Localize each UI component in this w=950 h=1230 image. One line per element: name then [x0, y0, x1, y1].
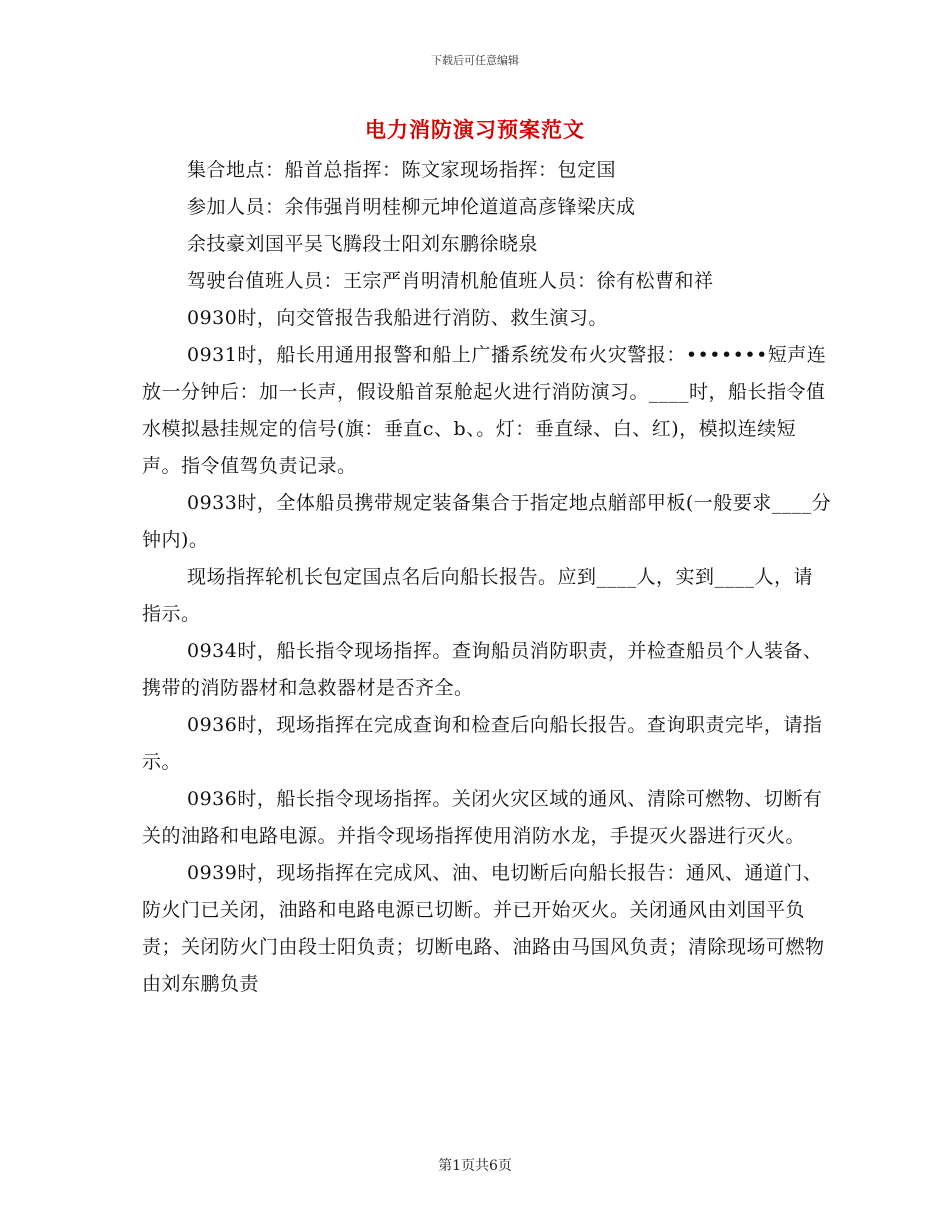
paragraph: 集合地点：船首总指挥：陈文家现场指挥：包定国 [187, 159, 617, 181]
paragraph: 0934时，船长指令现场指挥。查询船员消防职责，并检查船员个人装备、携带的消防器材和急救器材是否齐全。 [142, 640, 823, 699]
paragraph: 0936时，现场指挥在完成查询和检查后向船长报告。查询职责完毕，请指示。 [142, 714, 823, 773]
paragraph: 驾驶台值班人员：王宗严肖明清机舱值班人员：徐有松曹和祥 [187, 270, 714, 292]
paragraph: 0936时，船长指令现场指挥。关闭火灾区域的通风、清除可燃物、切断有关的油路和电路电源。并指令现场指挥使用消防水龙，手提灭火器进行灭火。 [142, 788, 823, 847]
page-number-footer: 第1页共6页 [438, 1158, 512, 1174]
page-header-note: 下载后可任意编辑 [431, 54, 519, 67]
paragraph: 0933时，全体船员携带规定装备集合于指定地点艏部甲板(一般要求____分钟内)。 [142, 492, 832, 551]
paragraph: 0930时，向交管报告我船进行消防、救生演习。 [187, 307, 608, 329]
document-title: 电力消防演习预案范文 [365, 117, 585, 142]
document-body [142, 152, 832, 1003]
paragraph: 现场指挥轮机长包定国点名后向船长报告。应到____人，实到____人，请指示。 [142, 566, 814, 625]
paragraph: 参加人员：余伟强肖明桂柳元坤伦道道高彦锋梁庆成 [187, 196, 636, 218]
paragraph: 0939时，现场指挥在完成风、油、电切断后向船长报告：通风、通道门、防火门已关闭，油路和电路电源已切断。并已开始灭火。关闭通风由刘国平负责；关闭防火门由段士阳负责；切断电路、油路由马国风负责；清除现场可燃物由刘东鹏负责 [142, 862, 825, 995]
paragraph: 余技豪刘国平吴飞腾段士阳刘东鹏徐晓泉 [187, 233, 539, 255]
paragraph: 0931时，船长用通用报警和船上广播系统发布火灾警报：•••••••短声连放一分钟后：加一长声，假设船首泵舱起火进行消防演习。____时，船长指令值水模拟悬挂规定的信号(旗：垂直c、b、。灯：垂直绿、白、红)，模拟连续短声。指令值驾负责记录。 [142, 344, 827, 477]
